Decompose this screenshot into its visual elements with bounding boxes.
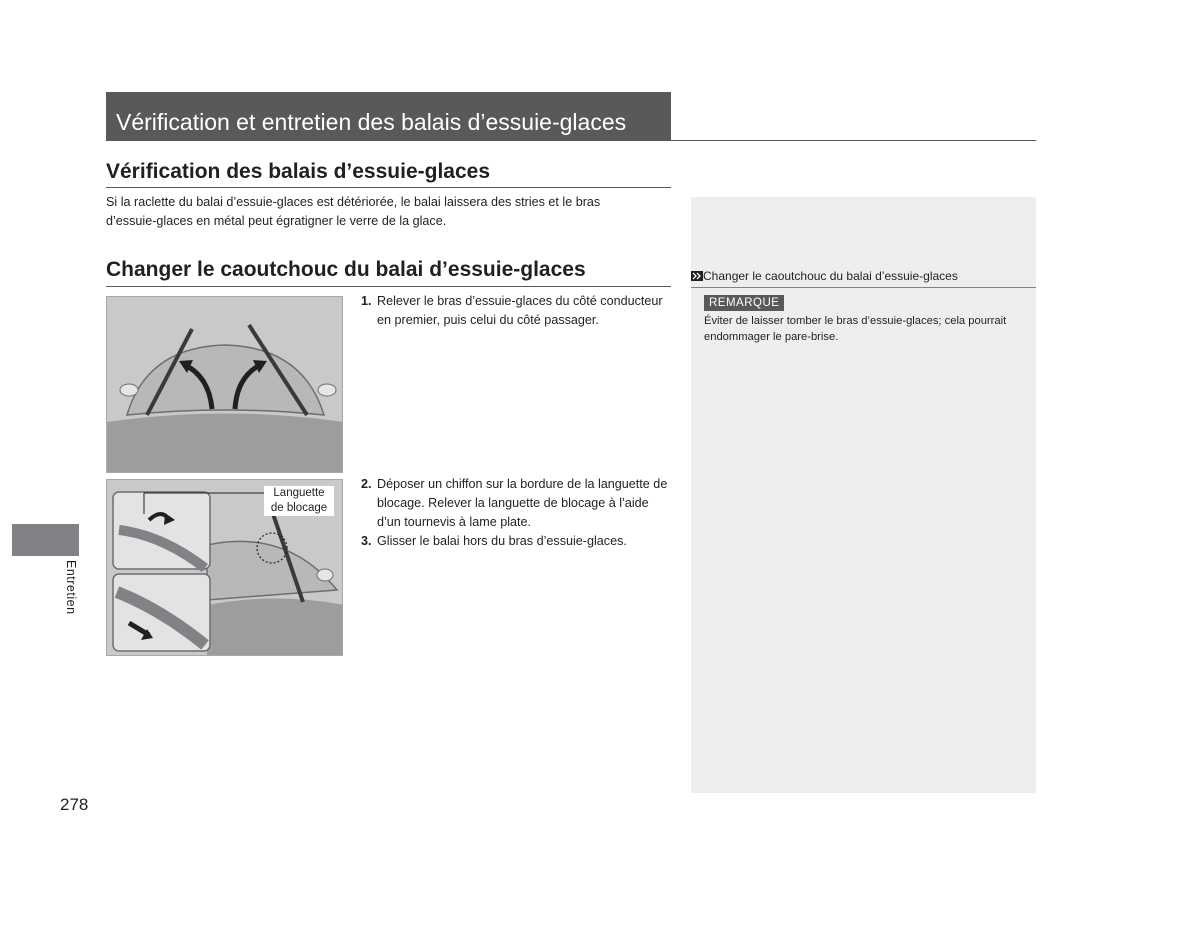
chapter-tab-label: Entretien: [64, 560, 78, 615]
callout-line-1: Languette: [273, 487, 325, 499]
notes-rule: [691, 287, 1036, 288]
step-number: 1.: [361, 294, 372, 308]
step-list-2: [361, 475, 671, 551]
notes-text: Éviter de laisser tomber le bras d’essuie-glaces; cela pourrait endommager le pare-brise.: [704, 315, 1007, 343]
illustration-raise-wiper-arms: [106, 296, 343, 473]
step-3: [361, 532, 671, 551]
step-list-1: [361, 292, 671, 330]
notes-reference[interactable]: [691, 269, 958, 283]
title-rule: [671, 140, 1036, 141]
section-rule: [106, 286, 671, 287]
page-title-banner: [106, 92, 671, 141]
step-text: Déposer un chiffon sur la bordure de la languette de blocage. Relever la languette de blocage à l’aide d’un tournevis à lame plate.: [377, 477, 668, 529]
cross-reference-icon: [691, 271, 703, 281]
page-number: 278: [60, 795, 89, 814]
section-text-check: Si la raclette du balai d’essuie-glaces est détériorée, le balai laissera des stries et le bras d’essuie-glaces en métal peut égratigner le verre de la glace.: [106, 195, 601, 228]
section-rule: [106, 187, 671, 188]
chapter-tab[interactable]: [12, 524, 79, 556]
remarque-badge: REMARQUE: [704, 295, 784, 311]
step-text: Relever le bras d’essuie-glaces du côté conducteur en premier, puis celui du côté passager.: [377, 294, 663, 327]
section-heading-check: Vérification des balais d’essuie-glaces: [106, 160, 490, 183]
callout-line-2: de blocage: [270, 502, 328, 514]
step-number: 2.: [361, 477, 372, 491]
notes-reference-text: Changer le caoutchouc du balai d’essuie-glaces: [703, 269, 958, 283]
lock-tab-callout: [264, 486, 334, 516]
section-heading-replace: Changer le caoutchouc du balai d’essuie-glaces: [106, 258, 586, 281]
car-windshield-illustration: [107, 297, 343, 473]
step-text: Glisser le balai hors du bras d’essuie-glaces.: [377, 534, 627, 548]
step-2: [361, 475, 671, 532]
page-title: Vérification et entretien des balais d’essuie-glaces: [116, 109, 627, 135]
step-number: 3.: [361, 534, 372, 548]
step-1: [361, 292, 671, 330]
